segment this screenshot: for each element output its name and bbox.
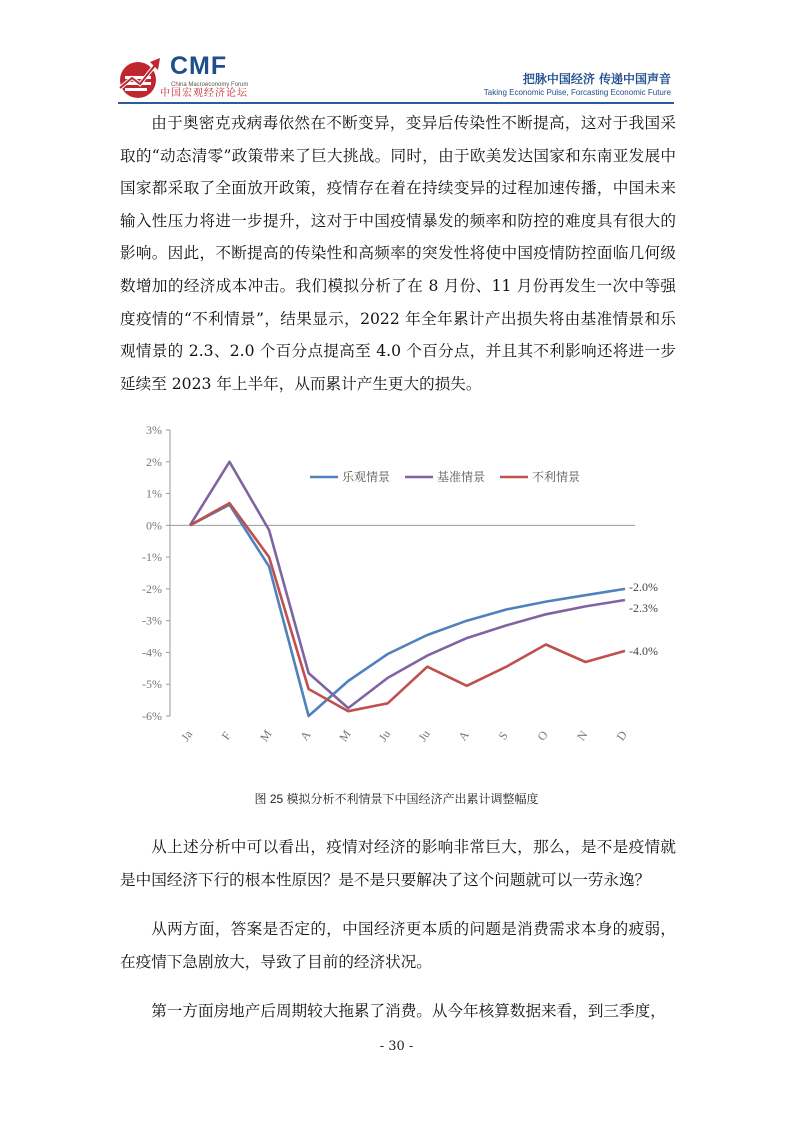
legend-label: 乐观情景 bbox=[342, 470, 391, 484]
series-line-基准情景 bbox=[190, 462, 625, 708]
x-tick-label: D bbox=[613, 728, 630, 744]
y-tick-label: 2% bbox=[146, 454, 162, 469]
x-tick-label: O bbox=[534, 728, 551, 744]
x-tick-label: Ja bbox=[178, 727, 196, 744]
body-paragraph: 由于奥密克戎病毒依然在不断变异，变异后传染性不断提高，这对于我国采取的“动态清零”政策带来了巨大挑战。同时，由于欧美发达国家和东南亚发展中国家都采取了全面放开政策，疫情存在着在持续变异的过程加速传播，中国未来输入性压力将进一步提升，这对于中国疫情暴发的频率和防控的难度具有很大的影响。因此，不断提高的传染性和高频率的突发性将使中国疫情防控面临几何级数增加的经济成本冲击。我们模拟分析了在 8 月份、11 月份再发生一次中等强度疫情的“不利情景”，结果显示，2022 年全年累计产出损失将由基准情景和乐观情景的 2.3、2.0 个百分点提高至 4.0 个百分点，并且其不利影响还将进一步延续至 2023 年上半年，从而累计产生更大的损失。 bbox=[120, 114, 676, 393]
series-line-不利情景 bbox=[190, 503, 625, 711]
y-tick-label: -5% bbox=[142, 677, 162, 692]
logo-chinese-name: 中国宏观经济论坛 bbox=[160, 88, 248, 99]
x-tick-label: F bbox=[218, 728, 234, 743]
body-paragraph: 从两方面，答案是否定的，中国经济更本质的问题是消费需求本身的疲弱，在疫情下急剧放大，导致了目前的经济状况。 bbox=[120, 920, 676, 971]
x-tick-label: Ju bbox=[415, 727, 433, 745]
page-number: - 30 - bbox=[379, 1039, 414, 1054]
x-tick-label: A bbox=[455, 728, 472, 744]
body-paragraph: 第一方面房地产后周期较大拖累了消费。从今年核算数据来看，到三季度， bbox=[151, 1002, 666, 1020]
end-value-label: -2.0% bbox=[629, 579, 658, 594]
legend-label: 不利情景 bbox=[532, 470, 581, 484]
header-divider bbox=[118, 102, 674, 104]
y-tick-label: -4% bbox=[142, 645, 162, 660]
x-tick-label: M bbox=[257, 727, 275, 745]
figure-caption: 图 25 模拟分析不利情景下中国经济产出累计调整幅度 bbox=[254, 792, 539, 806]
y-tick-label: -1% bbox=[142, 550, 162, 565]
y-tick-label: 1% bbox=[146, 486, 162, 501]
legend-label: 基准情景 bbox=[437, 470, 486, 484]
logo-english-name: China Macroeconomy Forum bbox=[171, 82, 249, 88]
line-chart bbox=[120, 410, 680, 765]
body-paragraph: 从上述分析中可以看出，疫情对经济的影响非常巨大，那么，是不是疫情就是中国经济下行的根本性原因？是不是只要解决了这个问题就可以一劳永逸？ bbox=[120, 838, 676, 889]
x-tick-label: A bbox=[297, 728, 314, 744]
end-value-label: -4.0% bbox=[629, 643, 658, 658]
x-tick-label: Ju bbox=[375, 727, 394, 745]
y-tick-label: 3% bbox=[146, 423, 162, 437]
page-header bbox=[0, 0, 793, 110]
y-tick-label: -3% bbox=[142, 613, 162, 628]
x-tick-label: N bbox=[573, 728, 591, 744]
x-tick-label: M bbox=[336, 727, 354, 745]
x-tick-label: S bbox=[495, 728, 511, 743]
end-value-label: -2.3% bbox=[629, 601, 658, 616]
y-tick-label: -6% bbox=[142, 709, 162, 723]
cmf-logo-icon bbox=[116, 54, 164, 102]
y-tick-label: -2% bbox=[142, 581, 162, 596]
y-tick-label: 0% bbox=[146, 518, 162, 533]
slogan-chinese: 把脉中国经济 传递中国声音 bbox=[522, 72, 671, 86]
logo-text: CMF bbox=[170, 52, 228, 80]
slogan-english: Taking Economic Pulse, Forcasting Economic Future bbox=[483, 88, 671, 97]
